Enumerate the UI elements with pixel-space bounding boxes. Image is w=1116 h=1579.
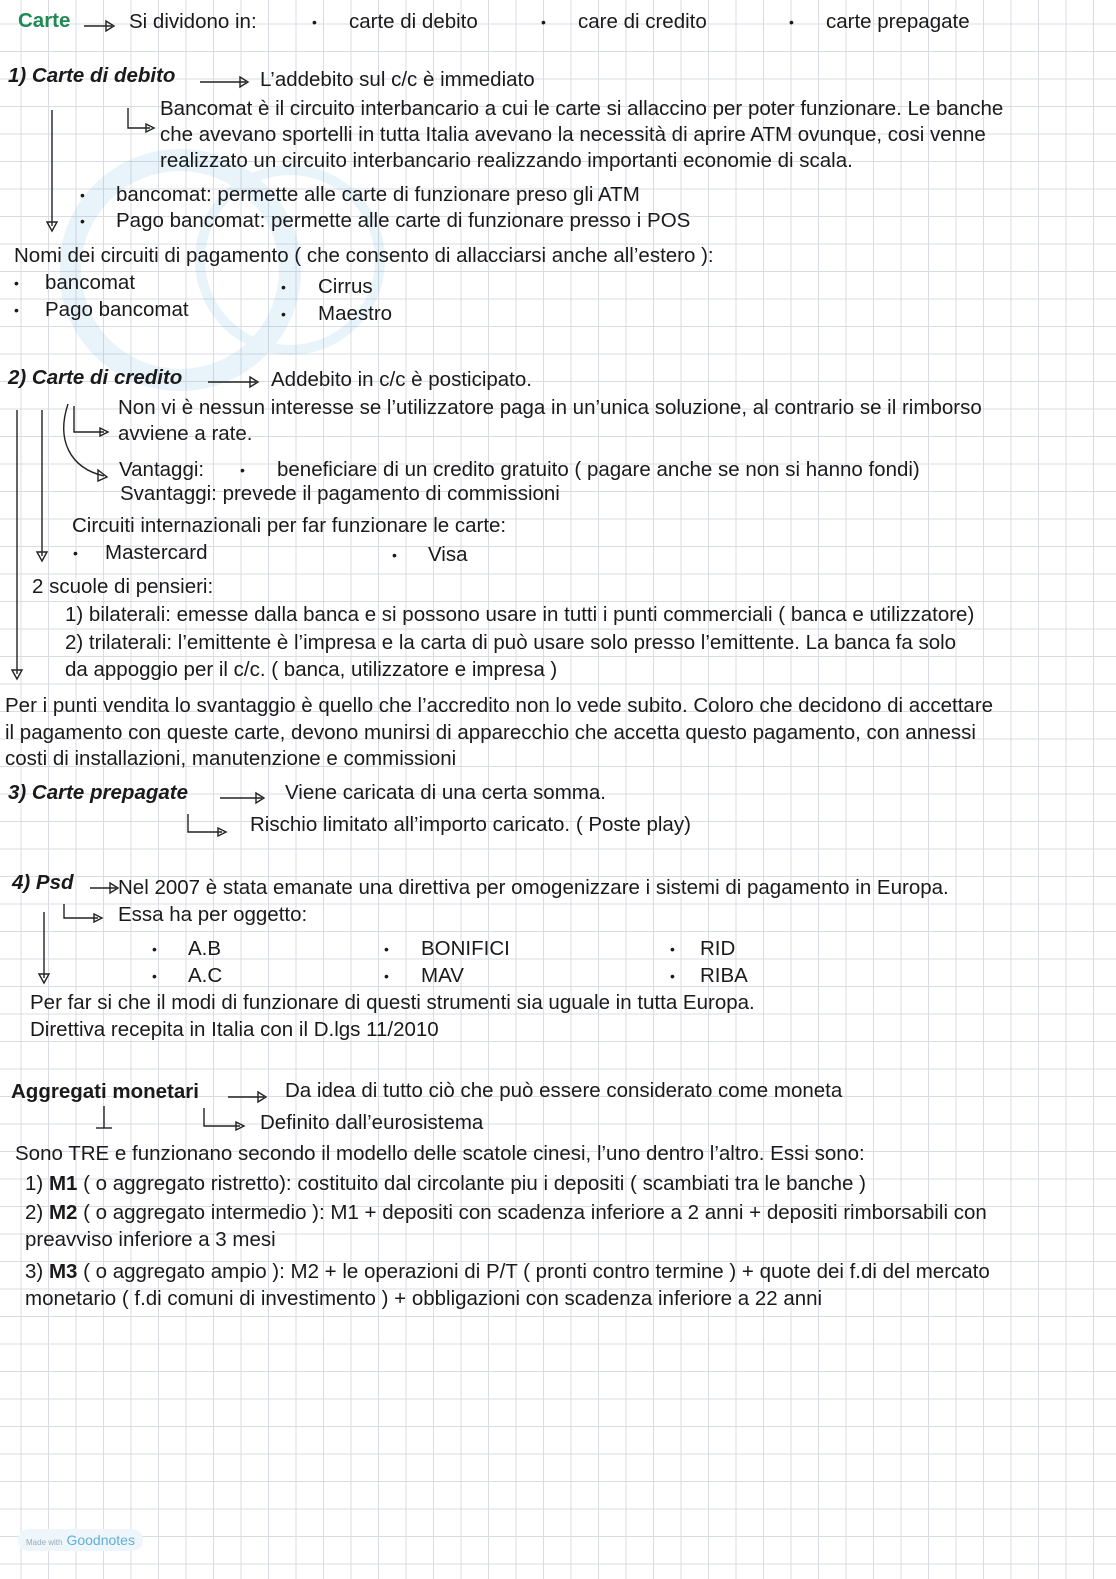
arrow-icon [208,377,258,387]
credito-interesse: Non vi è nessun interesse se l’utilizzatore paga in un’unica soluzione, al contrario se il rimborso [118,396,982,419]
psd-line: Essa ha per oggetto: [118,903,308,926]
curve-arrow-icon [64,404,107,481]
section-title-aggregati: Aggregati monetari [11,1080,199,1103]
psd-line: Per far si che il modi di funzionare di questi strumenti sia uguale in tutta Europa. [30,991,755,1014]
circuito-internazionale: Visa [428,543,468,566]
m3-text: ( o aggregato ampio ): M2 + le operazioni di P/T ( pronti contro termine ) + quote dei f.di del mercato [77,1260,990,1283]
psd-item: A.C [188,964,223,987]
aggregati-line: Definito dall’eurosistema [260,1111,484,1134]
bullet-icon: • [80,187,85,203]
made-with-label: Made with [26,1538,63,1547]
credito-interesse: avviene a rate. [118,422,253,445]
m2-label: M2 [48,1201,78,1224]
scuola-line: da appoggio per il c/c. ( banca, utilizzatore e impresa ) [65,658,558,681]
header-item: carte di debito [349,10,478,33]
debito-bancomat-line: Bancomat è il circuito interbancario a cui le carte si allaccino per poter funzionare. Le banche [160,97,1004,120]
hook-arrow-icon [74,406,108,436]
punti-vendita-line: il pagamento con queste carte, devono munirsi di apparecchio che accetta questo pagamento, con annessi [5,721,976,744]
bullet-icon: • [73,545,78,561]
bullet-icon: • [392,547,397,563]
hook-arrow-icon [188,814,226,836]
arrow-icon [220,793,264,803]
hook-arrow-icon [64,904,102,922]
arrow-icon [90,883,118,893]
prepagate-line: Viene caricata di una certa somma. [285,781,606,804]
bullet-icon: • [789,14,794,30]
aggregato-m3-cont: monetario ( f.di comuni di investimento ) + obbligazioni con scadenza inferiore a 22 anni [25,1287,823,1310]
psd-item: A.B [188,937,222,960]
bullet-icon: • [240,462,245,478]
prepagate-line: Rischio limitato all’importo caricato. ( Poste play) [250,813,691,836]
bullet-icon: • [541,14,546,30]
m1-number: 1) [25,1172,49,1195]
down-arrow-icon [47,110,57,231]
down-arrow-icon [37,410,47,561]
section-title-debito: 1) Carte di debito [8,64,176,87]
circuito-item: bancomat [45,271,136,294]
credito-addebito: Addebito in c/c è posticipato. [271,368,532,391]
bullet-icon: • [14,275,19,291]
psd-line: Nel 2007 è stata emanate una direttiva per omogenizzare i sistemi di pagamento in Europa. [118,876,949,899]
psd-item: MAV [421,964,464,987]
punti-vendita-line: Per i punti vendita lo svantaggio è quello che l’accredito non lo vede subito. Coloro che decidono di accettare [5,694,994,717]
arrow-icon [228,1092,266,1102]
circuito-internazionale: Mastercard [105,541,208,564]
debito-bancomat-line: realizzato un circuito interbancario realizzando importanti economie di scala. [160,149,853,172]
bullet-icon: • [152,968,157,984]
goodnotes-badge [18,1529,143,1551]
aggregato-m2 [25,1201,987,1225]
psd-item: BONIFICI [421,937,510,960]
bullet-icon: • [281,279,286,295]
circuito-item: Cirrus [318,275,373,298]
section-title-prepagate: 3) Carte prepagate [8,781,189,804]
psd-item: RIBA [700,964,748,987]
aggregati-intro: Sono TRE e funzionano secondo il modello delle scatole cinesi, l’uno dentro l’altro. Essi sono: [15,1142,865,1165]
aggregato-m3 [25,1260,990,1284]
si-dividono-label: Si dividono in: [129,10,257,33]
aggregato-m1 [25,1172,866,1196]
down-arrow-icon [12,410,22,679]
m2-text: ( o aggregato intermedio ): M1 + depositi con scadenza inferiore a 2 anni + depositi rimborsabili con [77,1201,987,1224]
m1-text: ( o aggregato ristretto): costituito dal circolante piu i depositi ( scambiati tra le banche ) [77,1172,866,1195]
section-title-credito: 2) Carte di credito [8,366,183,389]
m3-label: M3 [48,1260,78,1283]
hook-arrow-icon [128,108,154,132]
header-item: care di credito [578,10,707,33]
down-arrow-icon [39,912,49,983]
aggregato-m2-cont: preavviso inferiore a 3 mesi [25,1228,276,1251]
svantaggi-text: Svantaggi: prevede il pagamento di commissioni [120,482,560,505]
circuito-item: Pago bancomat [45,298,189,321]
arrow-icon [200,77,248,87]
debito-bullet: Pago bancomat: permette alle carte di funzionare presso i POS [116,209,691,232]
bullet-icon: • [670,968,675,984]
bullet-icon: • [384,941,389,957]
circuito-item: Maestro [318,302,393,325]
circuiti-title: Nomi dei circuiti di pagamento ( che consento di allacciarsi anche all’estero ): [14,244,714,267]
aggregati-line: Da idea di tutto ciò che può essere considerato come moneta [285,1079,843,1102]
circuiti-internazionali-title: Circuiti internazionali per far funzionare le carte: [72,514,507,537]
m1-label: M1 [48,1172,78,1195]
punti-vendita-line: costi di installazioni, manutenzione e commissioni [5,747,457,770]
arrow-icon [84,21,114,31]
scuola-line: 1) bilaterali: emesse dalla banca e si possono usare in tutti i punti commerciali ( banca e utilizzatore) [65,603,975,626]
bullet-icon: • [312,14,317,30]
vantaggi-text: beneficiare di un credito gratuito ( pagare anche se non si hanno fondi) [277,458,920,481]
bullet-icon: • [14,302,19,318]
bullet-icon: • [384,968,389,984]
m3-number: 3) [25,1260,49,1283]
header-item: carte prepagate [826,10,970,33]
debito-bullet: bancomat: permette alle carte di funzionare preso gli ATM [116,183,640,206]
debito-addebito: L’addebito sul c/c è immediato [260,68,535,91]
down-arrow-icon [96,1106,112,1128]
section-title-psd: 4) Psd [12,871,74,894]
psd-line: Direttiva recepita in Italia con il D.lgs 11/2010 [30,1018,439,1041]
vantaggi-label: Vantaggi: [119,458,205,481]
bullet-icon: • [670,941,675,957]
bullet-icon: • [152,941,157,957]
m2-number: 2) [25,1201,49,1224]
psd-item: RID [700,937,736,960]
goodnotes-brand: Goodnotes [66,1532,135,1548]
bullet-icon: • [281,306,286,322]
title-carte: Carte [18,9,71,32]
hook-arrow-icon [204,1108,244,1130]
bullet-icon: • [80,213,85,229]
debito-bancomat-line: che avevano sportelli in tutta Italia avevano la necessità di aprire ATM ovunque, cosi venne [160,123,986,146]
scuola-line: 2) trilaterali: l’emittente è l’impresa e la carta di può usare solo presso l’emittente. La banca fa solo [65,631,957,654]
scuole-title: 2 scuole di pensieri: [32,575,214,598]
